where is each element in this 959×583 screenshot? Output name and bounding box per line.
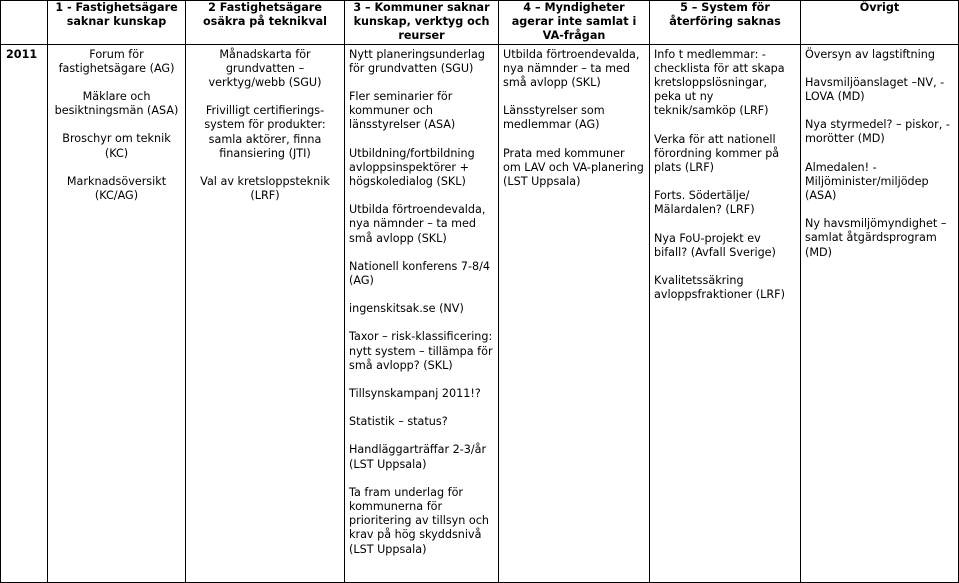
header-col4: 4 – Myndigheter agerar inte samlat i VA-frågan — [499, 1, 650, 45]
list-item: Länsstyrelser som medlemmar (AG) — [503, 104, 605, 132]
table-row — [1, 44, 959, 582]
list-item: Handläggarträffar 2-3/år (LST Uppsala) — [349, 443, 487, 471]
list-item: Ny havsmiljömyndighet – samlat åtgärdsprogram (MD) — [805, 217, 947, 259]
list-item: Info t medlemmar: - checklista för att skapa kretsloppslösningar, peka ut ny teknik/samköp (LRF) — [654, 47, 785, 118]
cell-col3 — [345, 44, 499, 582]
list-item: Tillsynskampanj 2011!? — [349, 387, 481, 401]
list-item: Nytt planeringsunderlag för grundvatten (SGU) — [349, 47, 485, 75]
header-row — [1, 1, 959, 45]
list-item: Frivilligt certifierings-system för produkter: samla aktörer, finna finansiering (JTI) — [204, 104, 326, 160]
list-item: Prata med kommuner om LAV och VA-planering (LST Uppsala) — [503, 146, 644, 189]
list-item: Månadskarta för grundvatten – verktyg/webb (SGU) — [208, 47, 322, 90]
list-item: Utbilda förtroendevalda, nya nämnder – ta med små avlopp (SKL) — [503, 47, 640, 90]
list-item: ingenskitsak.se (NV) — [349, 302, 464, 316]
cell-col6 — [801, 44, 959, 582]
year-cell: 2011 — [1, 44, 48, 582]
list-item: Kvalitetssäkring avloppsfraktioner (LRF) — [654, 274, 785, 302]
list-item: Forts. Södertälje/ Mälardalen? (LRF) — [654, 189, 755, 217]
list-item: Almedalen! - Miljöminister/miljödep (ASA) — [805, 160, 929, 203]
list-item: Ta fram underlag för kommunerna för prioritering av tillsyn och krav på hög skyddsnivå (LST Uppsala) — [349, 485, 490, 556]
list-item: Nya FoU-projekt ev bifall? (Avfall Sverige) — [654, 231, 776, 259]
list-item: Översyn av lagstiftning — [805, 47, 935, 61]
list-item: Taxor – risk-klassificering: nytt system – tillämpa för små avlopp? (SKL) — [349, 330, 493, 372]
header-col3: 3 – Kommuner saknar kunskap, verktyg och reurser — [345, 1, 499, 45]
list-item: Forum för fastighetsägare (AG) — [58, 47, 175, 75]
cell-col2 — [186, 44, 345, 582]
header-year — [1, 1, 48, 45]
list-item: Val av kretsloppsteknik (LRF) — [200, 175, 330, 203]
cell-col1 — [48, 44, 186, 582]
list-item: Utbilda förtroendevalda, nya nämnder – ta med små avlopp (SKL) — [349, 203, 486, 245]
cell-col4 — [499, 44, 650, 582]
list-item: Broschyr om teknik (KC) — [62, 132, 171, 160]
list-item: Utbildning/fortbildning avloppsinspektörer + högskoledialog (SKL) — [349, 146, 475, 189]
list-item: Fler seminarier för kommuner och länsstyrelser (ASA) — [349, 90, 456, 132]
header-col2: 2 Fastighetsägare osäkra på teknikval — [186, 1, 345, 45]
header-col6: Övrigt — [801, 1, 959, 45]
list-item: Marknadsöversikt (KC/AG) — [66, 174, 167, 203]
header-col5: 5 – System för återföring saknas — [650, 1, 801, 45]
list-item: Verka för att nationell förordning kommer på plats (LRF) — [654, 132, 780, 175]
list-item: Statistik – status? — [349, 415, 448, 429]
list-item: Nya styrmedel? – piskor, -morötter (MD) — [805, 118, 950, 146]
list-item: Nationell konferens 7-8/4 (AG) — [349, 259, 491, 288]
header-col1: 1 - Fastighetsägare saknar kunskap — [48, 1, 186, 45]
cell-col5 — [650, 44, 801, 582]
list-item: Havsmiljöanslaget –NV, - LOVA (MD) — [805, 75, 945, 104]
list-item: Mäklare och besiktningsmän (ASA) — [54, 90, 179, 118]
